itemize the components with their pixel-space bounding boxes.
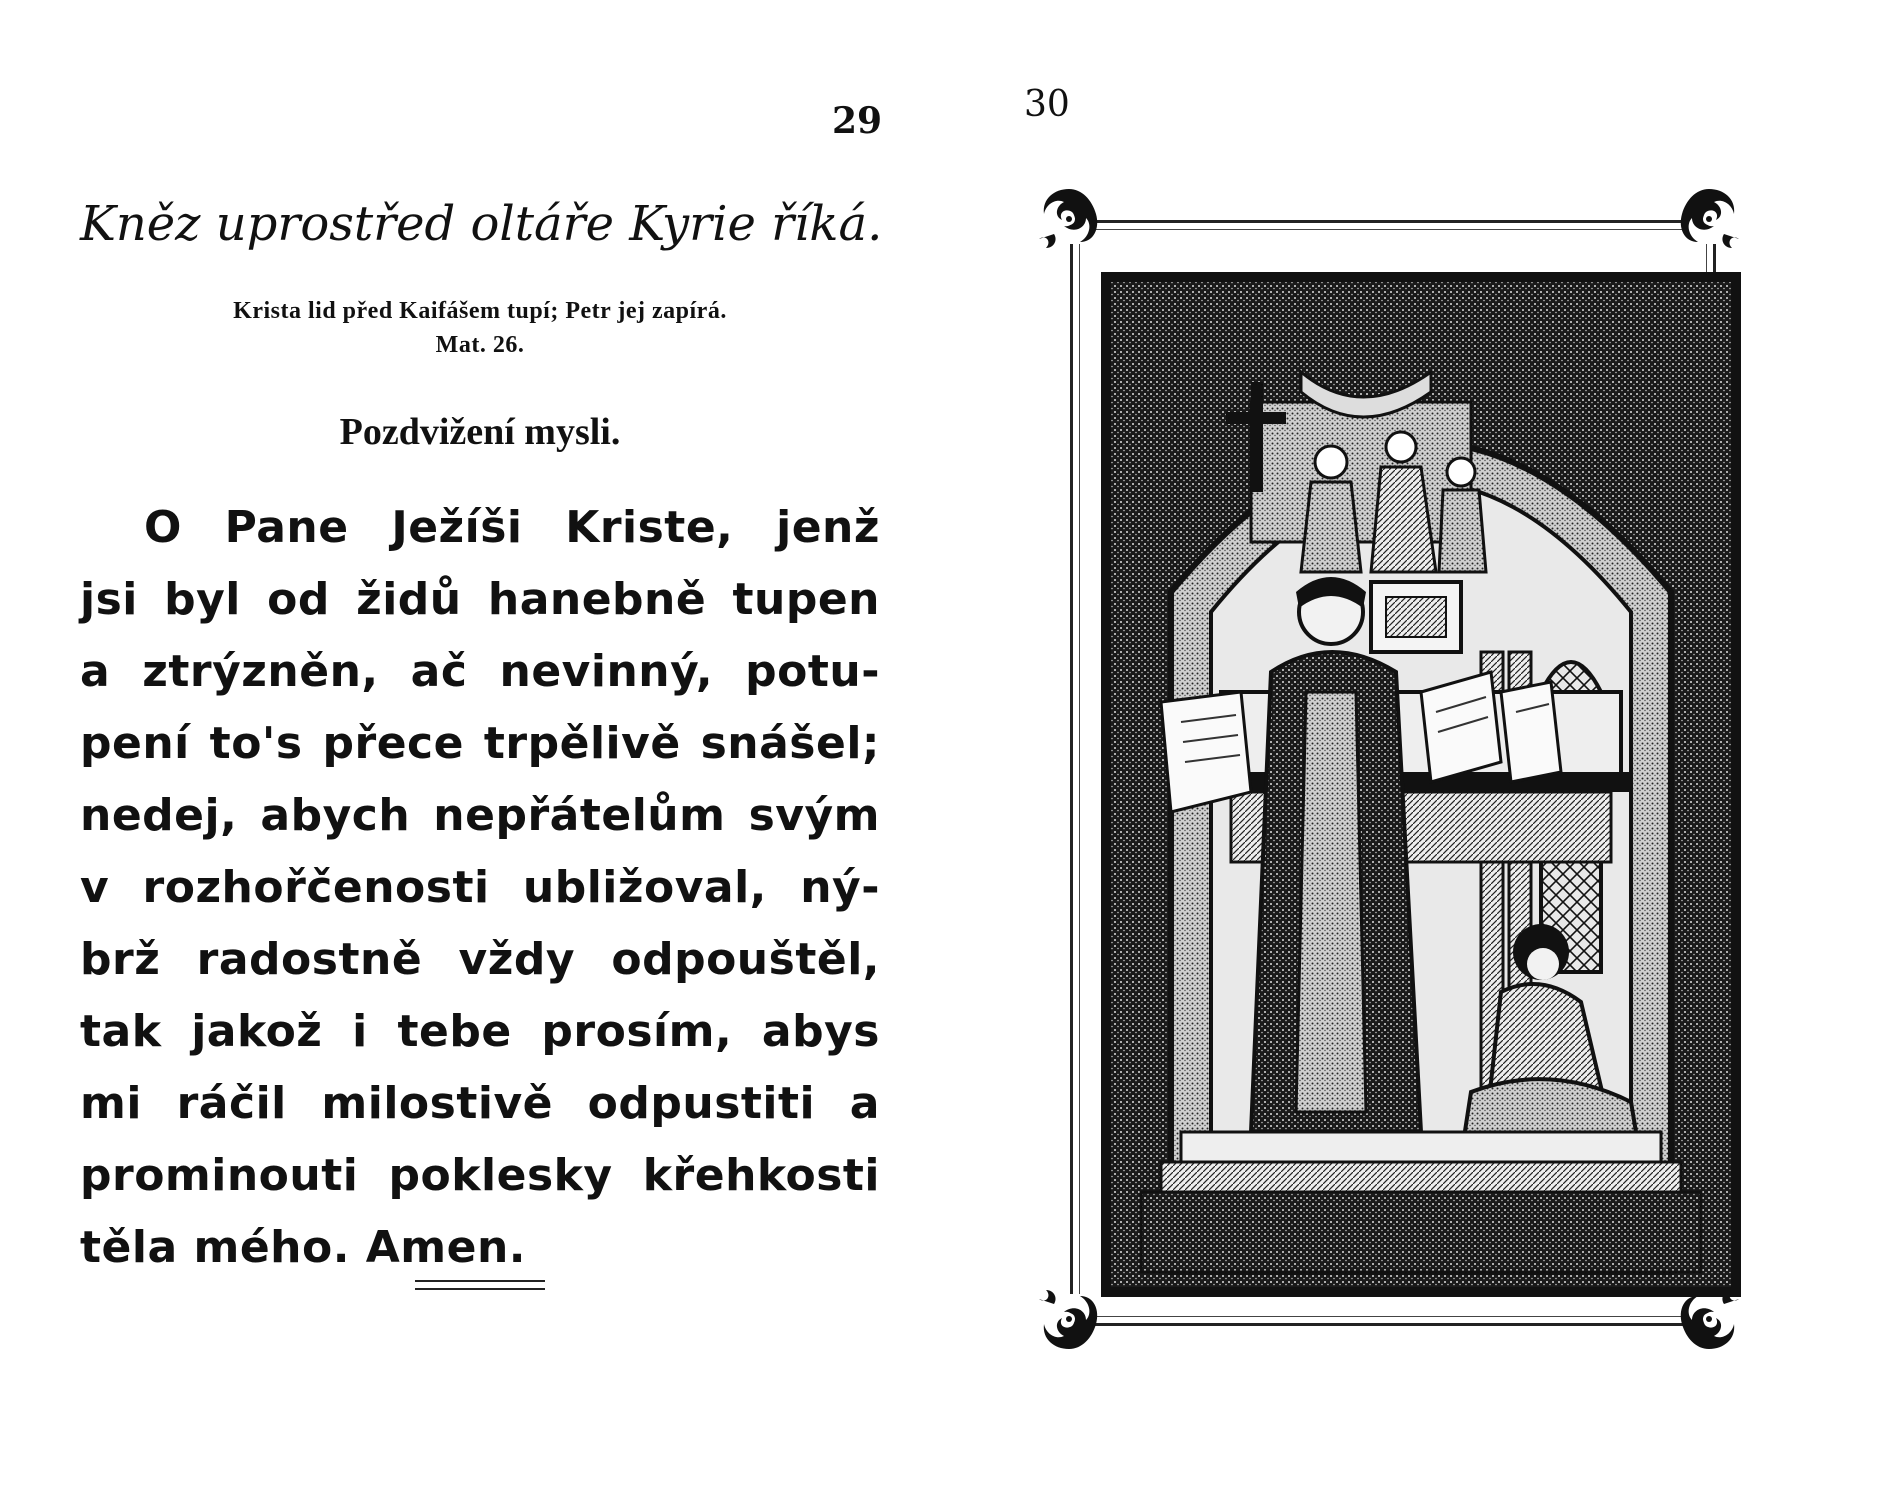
page-number: 30 — [1024, 84, 1070, 125]
prayer-line: těla mého. Amen. — [80, 1222, 527, 1273]
prayer-line: mi ráčil milostivě odpustiti a — [80, 1078, 880, 1129]
prayer-line: O Pane Ježíši Kriste, jenž — [144, 502, 880, 553]
summary-text: Krista lid před Kaifášem tupí; Petr jej zapírá. — [233, 298, 727, 324]
prayer-text — [80, 492, 880, 1284]
prayer-line: pení to's přece trpělivě snášel; — [80, 718, 880, 769]
prayer-line: a ztrýzněn, ač nevinný, potu- — [80, 646, 880, 697]
prayer-line: v rozhořčenosti ubližoval, ný- — [80, 862, 880, 913]
prayer-line: jsi byl od židů hanebně tupen — [80, 574, 880, 625]
prayer-line: nedej, abych nepřátelům svým — [80, 790, 880, 841]
end-rule-divider — [415, 1280, 545, 1296]
page-number: 29 — [832, 100, 883, 142]
engraving-illustration — [1101, 272, 1741, 1297]
prayer-line: tak jakož i tebe prosím, abys — [80, 1006, 880, 1057]
right-page — [946, 0, 1892, 1500]
rubric-heading: Kněz uprostřed oltáře Kyrie říká. — [80, 196, 883, 252]
corner-ornament-icon — [1034, 1284, 1104, 1354]
prayer-line: brž radostně vždy odpouštěl, — [80, 934, 880, 985]
scripture-summary — [80, 294, 880, 362]
corner-ornament-icon — [1674, 184, 1744, 254]
prayer-line: prominouti poklesky křehkosti — [80, 1150, 880, 1201]
corner-ornament-icon — [1034, 184, 1104, 254]
section-title: Pozdvižení mysli. — [339, 411, 621, 453]
scripture-reference: Mat. 26. — [435, 332, 525, 358]
